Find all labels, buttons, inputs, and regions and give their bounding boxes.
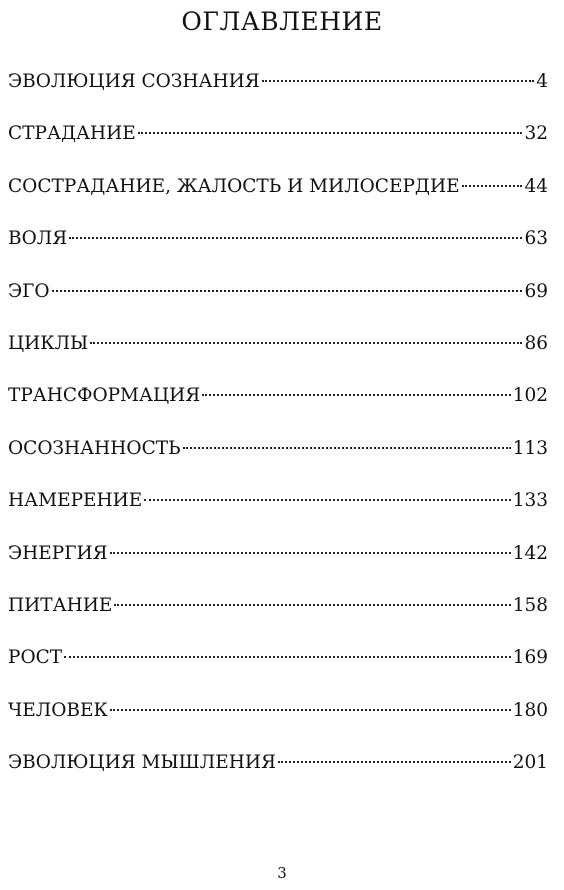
toc-entry[interactable] [8, 437, 548, 489]
toc-entry-title: ЭВОЛЮЦИЯ СОЗНАНИЯ [8, 71, 260, 92]
dot-leader [144, 499, 510, 501]
toc-entry-title: СОСТРАДАНИЕ, ЖАЛОСТЬ И МИЛОСЕРДИЕ [8, 175, 460, 197]
toc-entry[interactable] [8, 122, 548, 174]
toc-entry-title: ЭГО [8, 280, 50, 302]
toc-entry-title: ЦИКЛЫ [8, 332, 89, 354]
toc-entry-page: 44 [524, 175, 548, 197]
toc-entry-title: ВОЛЯ [8, 228, 68, 250]
toc-entry[interactable] [8, 70, 548, 122]
toc-entry-title: РОСТ [8, 647, 63, 669]
page-number: 3 [277, 864, 287, 882]
toc-entry[interactable] [8, 751, 548, 803]
dot-leader [202, 394, 510, 396]
toc-entry[interactable] [8, 175, 548, 227]
toc-entry[interactable] [8, 542, 548, 594]
toc-entry-title: НАМЕРЕНИЕ [8, 490, 143, 512]
page-title: ОГЛАВЛЕНИЕ [181, 7, 383, 36]
toc-entry-page: 169 [512, 647, 548, 669]
dot-leader [462, 185, 523, 187]
toc-entry-title: ОСОЗНАННОСТЬ [8, 437, 181, 459]
toc-entry-page: 4 [536, 71, 548, 92]
toc-entry-title: ТРАНСФОРМАЦИЯ [8, 385, 201, 407]
toc-entry-page: 133 [512, 490, 548, 512]
toc-entry-title: ЭНЕРГИЯ [8, 542, 108, 564]
toc-entry-title: ЭВОЛЮЦИЯ МЫШЛЕНИЯ [8, 752, 276, 774]
dot-leader [262, 80, 534, 82]
toc-entry[interactable] [8, 332, 548, 384]
toc-entry-page: 32 [524, 123, 548, 145]
dot-leader [52, 290, 523, 292]
toc-entry-page: 201 [512, 752, 548, 774]
dot-leader [110, 709, 511, 711]
toc-entry[interactable] [8, 227, 548, 279]
toc-entry-title: СТРАДАНИЕ [8, 123, 136, 145]
dot-leader [64, 656, 511, 658]
dot-leader [183, 447, 511, 449]
toc-entry-page: 142 [512, 542, 548, 564]
toc-entry-title: ЧЕЛОВЕК [8, 699, 108, 721]
toc-entry[interactable] [8, 280, 548, 332]
toc-entry[interactable] [8, 384, 548, 436]
toc-entry[interactable] [8, 489, 548, 541]
toc-entry-page: 180 [512, 699, 548, 721]
toc-entry-title: ПИТАНИЕ [8, 594, 113, 616]
toc-entry-page: 113 [512, 437, 548, 459]
toc-entry[interactable] [8, 699, 548, 751]
dot-leader [110, 552, 511, 554]
dot-leader [90, 342, 522, 344]
toc-entry-page: 69 [524, 280, 548, 302]
dot-leader [114, 604, 510, 606]
toc-entry-page: 86 [524, 332, 548, 354]
toc-entry[interactable] [8, 594, 548, 646]
table-of-contents [8, 70, 548, 803]
dot-leader [278, 761, 511, 763]
toc-entry[interactable] [8, 646, 548, 698]
toc-entry-page: 158 [512, 594, 548, 616]
toc-entry-page: 63 [524, 228, 548, 250]
toc-entry-page: 102 [512, 385, 548, 407]
dot-leader [138, 132, 523, 134]
dot-leader [69, 237, 522, 239]
